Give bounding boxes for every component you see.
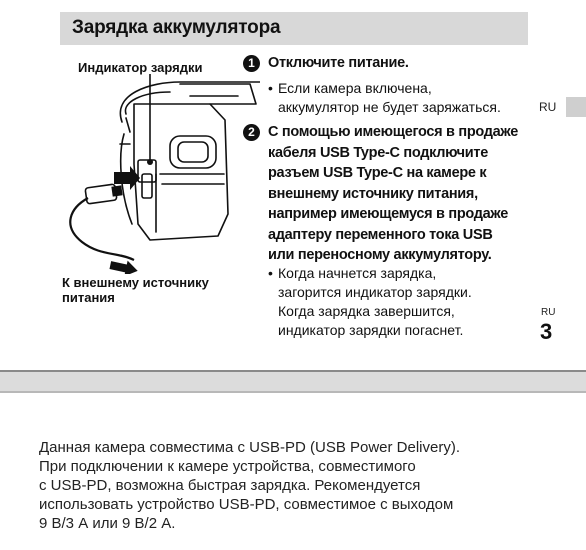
charge-indicator-label: Индикатор зарядки: [78, 60, 203, 75]
language-tab: [566, 97, 586, 117]
bullet-dot-icon: •: [268, 80, 273, 96]
external-power-label: К внешнему источнику питания: [62, 275, 209, 305]
language-label: RU: [539, 100, 557, 114]
step-1-heading: Отключите питание.: [268, 55, 409, 71]
step-2-heading: С помощью имеющегося в продаже кабеля USB Type-C подключите разъем USB Type-C на камере к внешнему источнику питания, например имеющемуся в продаже адаптеру переменного тока USB или переносному аккумулятору.: [268, 124, 518, 263]
usb-pd-note: Данная камера совместима с USB-PD (USB Power Delivery). При подключении к камере устройства, совместимого с USB-PD, возможна быстрая зарядка. Рекомендуется использовать устройство USB-PD, совместимое с выходом 9 В/3 А или 9 В/2 А.: [39, 439, 461, 532]
step-1-number: 1: [243, 55, 260, 72]
page-number: 3: [540, 319, 553, 344]
bullet-dot-icon: •: [268, 265, 273, 281]
section-title: Зарядка аккумулятора: [72, 17, 281, 38]
footer-language: RU: [541, 307, 556, 318]
step-2-number: 2: [243, 124, 260, 141]
page-divider-lower: [0, 391, 586, 393]
step-2-bullet: • Когда начнется зарядка, загорится индикатор зарядки. Когда зарядка завершится, индикатор зарядки погаснет.: [268, 265, 472, 338]
charge-lamp-icon: [147, 159, 153, 165]
page-gap: [0, 372, 586, 392]
step-1-bullet: • Если камера включена, аккумулятор не будет заряжаться.: [268, 80, 501, 115]
camera-charging-illustration: [60, 74, 260, 274]
